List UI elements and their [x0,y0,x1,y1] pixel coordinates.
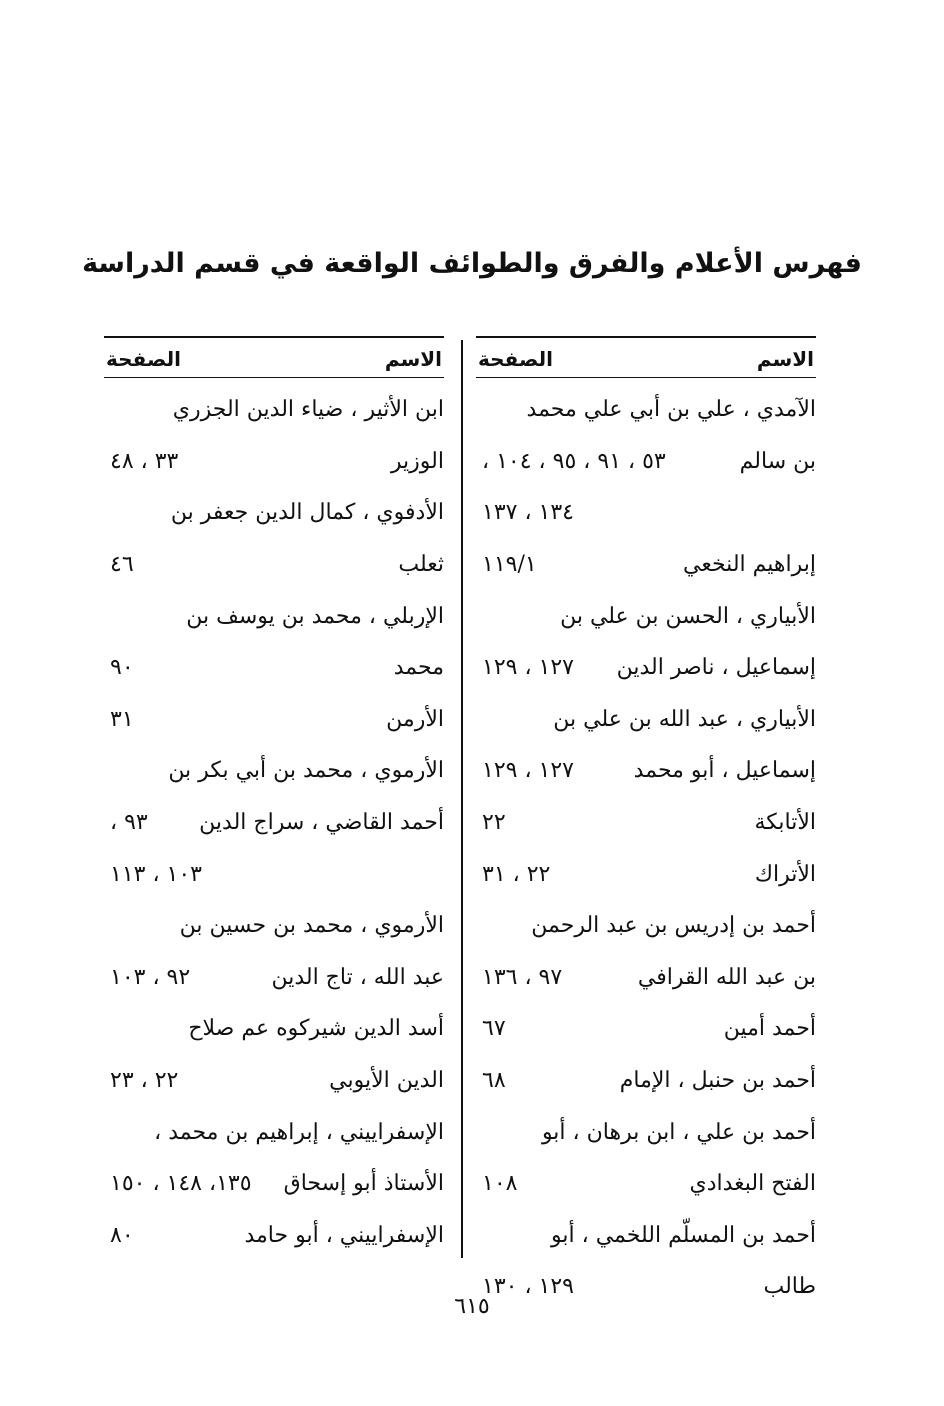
entry-name: الفتح البغدادي [689,1171,816,1197]
entries-list [476,384,816,1313]
index-entry [476,745,816,797]
entry-name: الأستاذ أبو إسحاق [283,1171,444,1197]
index-entry [104,1106,444,1158]
header-page-label: الصفحة [106,347,182,371]
entry-name: أسد الدين شيركوه عم صلاح [188,1016,444,1042]
entry-pages: ١٢٧ ، ١٢٩ [482,655,574,681]
index-entry [476,642,816,694]
entry-pages: ٣١ [110,706,134,732]
index-entry [476,384,816,436]
entry-name: الأرموي ، محمد بن أبي بكر بن [168,758,444,784]
entry-pages: ٤٦ [110,552,134,578]
entry-pages: ١١٩/١ [482,552,537,578]
entry-name: أحمد أمين [723,1016,816,1042]
entry-pages: ٩٧ ، ١٣٦ [482,964,563,990]
header-name-label: الاسم [756,347,814,371]
entry-pages: ٢٢ ، ٣١ [482,861,551,887]
entry-name: طالب [763,1274,816,1300]
entry-pages: ١٠٣ ، ١١٣ [110,861,202,887]
index-entry [104,1003,444,1055]
entry-name: الأتراك [754,861,816,887]
index-column-right [476,336,816,1313]
index-entry [476,952,816,1004]
entry-name: الآمدي ، علي بن أبي علي محمد [526,397,816,423]
entry-name: إسماعيل ، ناصر الدين [616,655,816,681]
index-entry [476,1003,816,1055]
entry-pages: ٩٢ ، ١٠٣ [110,964,191,990]
entry-pages: ٦٧ [482,1016,506,1042]
entry-name: الوزير [390,448,444,474]
index-entry [476,487,816,539]
entry-pages: ١٢٩ ، ١٣٠ [482,1274,574,1300]
entry-pages: ٩٣ ، [110,810,148,836]
index-entry [476,1055,816,1107]
index-entry [104,590,444,642]
entry-name: ابن الأثير ، ضياء الدين الجزري [172,397,444,423]
entry-name: الأتابكة [754,810,816,836]
entry-name: الأبياري ، الحسن بن علي بن [560,603,816,629]
entry-name: الدين الأيوبي [329,1068,444,1094]
index-column-left [104,336,444,1261]
entry-name: إبراهيم النخعي [683,552,816,578]
entry-name: الأرموي ، محمد بن حسين بن [179,913,444,939]
index-entry [104,848,444,900]
entry-name: أحمد بن علي ، ابن برهان ، أبو [541,1119,816,1145]
index-entry [104,1158,444,1210]
page-title: فهرس الأعلام والفرق والطوائف الواقعة في قسم الدراسة [82,248,862,279]
entry-pages: ٢٢ ، ٢٣ [110,1068,179,1094]
entry-name: الإسفراييني ، إبراهيم بن محمد ، [154,1119,444,1145]
entry-name: بن سالم [739,448,816,474]
index-entry [476,694,816,746]
index-entry [104,384,444,436]
index-entry [476,539,816,591]
index-entry [476,1158,816,1210]
entry-name: إسماعيل ، أبو محمد [633,758,816,784]
entry-pages: ١٢٧ ، ١٢٩ [482,758,574,784]
header-name-label: الاسم [384,347,442,371]
entry-name: أحمد بن المسلّم اللخمي ، أبو [551,1222,816,1248]
index-entry [104,1055,444,1107]
entry-pages: ٣٣ ، ٤٨ [110,448,179,474]
entry-name: أحمد بن حنبل ، الإمام [619,1068,816,1094]
entry-name: الأدفوي ، كمال الدين جعفر بن [170,500,444,526]
index-entry [476,436,816,488]
index-entry [476,797,816,849]
index-entry [104,797,444,849]
entries-list [104,384,444,1261]
entry-name: الإربلي ، محمد بن يوسف بن [186,603,444,629]
entry-name: الإسفراييني ، أبو حامد [244,1222,444,1248]
index-entry [104,745,444,797]
page-number: ٦١٥ [454,1294,490,1319]
entry-name: عبد الله ، تاج الدين [271,964,444,990]
index-entry [476,900,816,952]
index-entry [476,1210,816,1262]
index-entry [476,848,816,900]
entry-pages: ١٠٨ [482,1171,518,1197]
index-entry [104,539,444,591]
entry-pages: ١٣٤ ، ١٣٧ [482,500,574,526]
index-entry [104,900,444,952]
column-divider [461,340,463,1258]
index-entry [476,590,816,642]
index-entry [104,952,444,1004]
column-header [104,336,444,378]
entry-pages: ٢٢ [482,810,506,836]
index-entry [104,436,444,488]
index-entry [104,642,444,694]
entry-pages: ٩٠ [110,655,134,681]
entry-name: بن عبد الله القرافي [637,964,816,990]
entry-pages: ١٣٥، ١٤٨ ، ١٥٠ [110,1171,252,1197]
entry-name: أحمد القاضي ، سراج الدين [199,810,444,836]
entry-pages: ٥٣ ، ٩١ ، ٩٥ ، ١٠٤ ، [482,448,666,474]
entry-pages: ٨٠ [110,1222,134,1248]
column-header [476,336,816,378]
index-entry [476,1106,816,1158]
entry-name: محمد [393,655,444,681]
index-entry [104,694,444,746]
index-entry [104,487,444,539]
entry-name: الأبياري ، عبد الله بن علي بن [553,706,816,732]
entry-name: أحمد بن إدريس بن عبد الرحمن [531,913,816,939]
entry-name: الأرمن [386,706,444,732]
entry-name: ثعلب [398,552,444,578]
entry-pages: ٦٨ [482,1068,506,1094]
index-entry [104,1210,444,1262]
header-page-label: الصفحة [478,347,554,371]
